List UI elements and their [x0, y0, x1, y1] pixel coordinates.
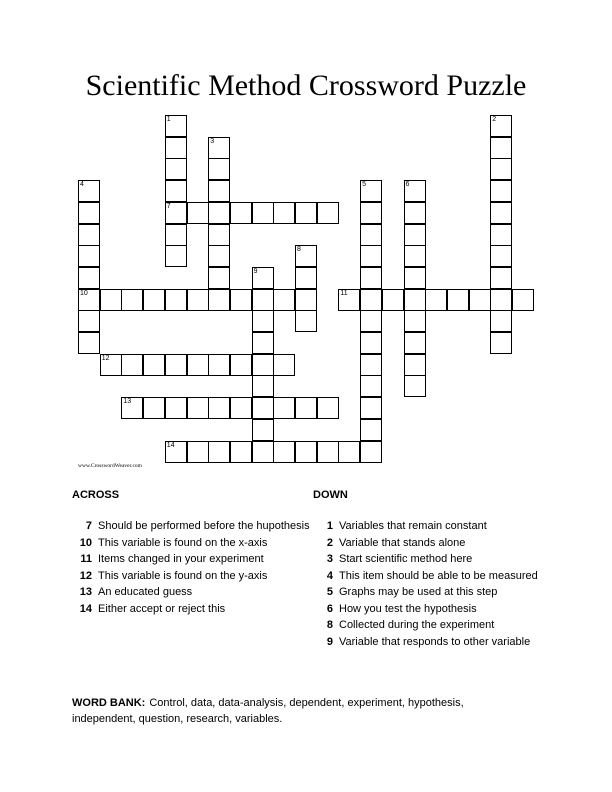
clue-number: 12 [79, 569, 92, 582]
grid-cell [165, 202, 187, 224]
grid-cell [404, 267, 426, 289]
grid-cell [121, 354, 143, 376]
clue-item [72, 602, 317, 618]
grid-cell [360, 397, 382, 419]
grid-cell [252, 310, 274, 332]
grid-cell [273, 202, 295, 224]
grid-cell [490, 158, 512, 180]
grid-cell [252, 375, 274, 397]
grid-cell [187, 354, 209, 376]
grid-cell [78, 289, 100, 311]
grid-cell [360, 441, 382, 463]
clue-item [72, 552, 317, 568]
clue-text: Graphs may be used at this step [339, 586, 498, 598]
clue-item [313, 519, 558, 535]
grid-cell [490, 180, 512, 202]
down-clue-list [313, 519, 558, 650]
grid-cell [230, 289, 252, 311]
grid-number: 9 [253, 267, 258, 275]
grid-cell [404, 310, 426, 332]
grid-cell [252, 202, 274, 224]
grid-cell [295, 289, 317, 311]
grid-number: 4 [80, 181, 84, 189]
grid-cell [78, 180, 100, 202]
grid-number: 13 [123, 398, 132, 406]
grid-cell [165, 224, 187, 246]
clue-item [72, 519, 317, 535]
clue-number: 9 [326, 635, 333, 648]
grid-number: 11 [340, 289, 348, 297]
grid-number: 12 [101, 354, 110, 362]
grid-cell [252, 397, 274, 419]
grid-cell [143, 354, 165, 376]
grid-cell [165, 115, 187, 137]
grid-cell [208, 158, 230, 180]
clue-number: 11 [80, 553, 92, 565]
grid-cell [208, 137, 230, 159]
grid-cell [360, 224, 382, 246]
grid-cell [208, 289, 230, 311]
grid-cell [404, 375, 426, 397]
clue-text: Should be performed before the hupothesis [98, 520, 310, 532]
clue-number: 7 [85, 520, 92, 532]
grid-cell [404, 202, 426, 224]
grid-cell [490, 137, 512, 159]
clue-text: This variable is found on the y-axis [98, 569, 268, 582]
clue-text: This item should be able to be measured [339, 569, 538, 582]
grid-cell [404, 354, 426, 376]
clue-item [313, 635, 558, 651]
grid-cell [490, 310, 512, 332]
grid-cell [273, 354, 295, 376]
grid-cell [404, 224, 426, 246]
clue-item [313, 552, 558, 568]
grid-cell [252, 354, 274, 376]
clue-text: Variables that remain constant [339, 520, 487, 532]
grid-cell [187, 202, 209, 224]
grid-cell [273, 441, 295, 463]
grid-cell [360, 180, 382, 202]
grid-cell [230, 202, 252, 224]
clue-text: Start scientific method here [339, 553, 473, 565]
down-heading: DOWN [313, 489, 348, 501]
grid-number: 3 [210, 137, 215, 145]
grid-cell [490, 224, 512, 246]
grid-cell [165, 158, 187, 180]
grid-cell [404, 245, 426, 267]
grid-cell [425, 289, 447, 311]
grid-cell [512, 289, 534, 311]
clue-number: 1 [326, 520, 333, 532]
clue-number: 2 [326, 536, 333, 549]
grid-cell [295, 310, 317, 332]
grid-cell [165, 289, 187, 311]
grid-cell [490, 267, 512, 289]
grid-cell [165, 397, 187, 419]
grid-cell [490, 332, 512, 354]
clue-text: Collected during the experiment [339, 619, 495, 631]
grid-cell [404, 332, 426, 354]
clue-number: 14 [79, 602, 92, 615]
clue-text: Variable that stands alone [339, 536, 466, 549]
grid-number: 1 [166, 116, 171, 123]
grid-number: 8 [297, 246, 301, 254]
grid-number: 10 [80, 289, 88, 297]
page-title: Scientific Method Crossword Puzzle [85, 69, 527, 102]
clue-item [72, 585, 317, 601]
grid-number: 7 [166, 202, 171, 210]
grid-cell [360, 245, 382, 267]
grid-cell [208, 202, 230, 224]
grid-cell [273, 397, 295, 419]
clue-text: Variable that responds to other variable [339, 635, 531, 648]
across-clues [72, 488, 317, 618]
grid-cell [295, 441, 317, 463]
word-bank [72, 695, 472, 727]
word-bank-text: Control, data, data-analysis, dependent, experiment, hypothesis, independent, question, research, variables. [72, 697, 464, 725]
word-bank-label: WORD BANK: [72, 697, 146, 709]
grid-cell [187, 289, 209, 311]
grid-cell [230, 397, 252, 419]
grid-cell [187, 441, 209, 463]
grid-cell [208, 397, 230, 419]
clue-number: 13 [79, 586, 92, 598]
grid-cell [404, 289, 426, 311]
clue-number: 8 [326, 619, 333, 631]
grid-cell [187, 397, 209, 419]
grid-cell [490, 289, 512, 311]
credit-text: www.CrosswordWeaver.com [78, 463, 142, 469]
grid-cell [208, 224, 230, 246]
grid-cell [317, 397, 339, 419]
clue-number: 5 [326, 586, 333, 598]
grid-cell [165, 137, 187, 159]
grid-cell [121, 289, 143, 311]
grid-cell [360, 419, 382, 441]
grid-cell [252, 419, 274, 441]
across-clue-list [72, 519, 317, 617]
grid-cell [360, 289, 382, 311]
clue-text: An educated guess [98, 586, 193, 598]
grid-cell [295, 397, 317, 419]
clue-item [313, 602, 558, 618]
grid-cell [360, 375, 382, 397]
grid-cell [295, 267, 317, 289]
grid-cell [100, 354, 122, 376]
grid-number: 2 [492, 116, 497, 123]
clue-number: 3 [326, 553, 333, 565]
grid-cell [78, 267, 100, 289]
grid-cell [78, 332, 100, 354]
grid-cell [317, 202, 339, 224]
grid-cell [469, 289, 491, 311]
clue-number: 4 [326, 569, 333, 582]
grid-cell [208, 267, 230, 289]
clue-number: 6 [326, 602, 333, 615]
grid-cell [338, 441, 360, 463]
grid-cell [165, 441, 187, 463]
clue-number: 10 [79, 536, 92, 549]
grid-cell [252, 332, 274, 354]
grid-cell [490, 202, 512, 224]
grid-cell [382, 289, 404, 311]
grid-cell [360, 267, 382, 289]
down-clues [313, 488, 558, 651]
grid-cell [360, 310, 382, 332]
grid-cell [490, 115, 512, 137]
grid-cell [230, 441, 252, 463]
grid-cell [165, 245, 187, 267]
grid-cell [100, 289, 122, 311]
grid-cell [78, 310, 100, 332]
grid-cell [295, 245, 317, 267]
grid-cell [295, 202, 317, 224]
grid-cell [78, 202, 100, 224]
grid-cell [208, 245, 230, 267]
clue-item [72, 536, 317, 552]
grid-cell [252, 289, 274, 311]
grid-cell [165, 354, 187, 376]
clue-item [313, 569, 558, 585]
across-heading: ACROSS [72, 489, 120, 501]
grid-cell [121, 397, 143, 419]
clue-item [313, 585, 558, 601]
grid-cell [208, 354, 230, 376]
grid-cell [78, 245, 100, 267]
clue-text: Either accept or reject this [98, 602, 226, 615]
grid-number: 5 [362, 181, 366, 189]
grid-cell [252, 441, 274, 463]
grid-cell [78, 224, 100, 246]
clue-text: This variable is found on the x-axis [98, 536, 268, 549]
clue-text: How you test the hypothesis [339, 602, 477, 615]
grid-cell [273, 289, 295, 311]
grid-cell [165, 180, 187, 202]
grid-cell [317, 441, 339, 463]
grid-cell [360, 332, 382, 354]
grid-cell [360, 202, 382, 224]
grid-number: 6 [405, 181, 410, 189]
grid-cell [490, 245, 512, 267]
clue-item [313, 536, 558, 552]
grid-cell [447, 289, 469, 311]
grid-number: 14 [166, 441, 175, 449]
clue-item [72, 569, 317, 585]
grid-cell [143, 397, 165, 419]
clue-item [313, 618, 558, 634]
grid-cell [404, 180, 426, 202]
grid-cell [208, 441, 230, 463]
clue-text: Items changed in your experiment [98, 553, 264, 565]
grid-cell [208, 180, 230, 202]
grid-cell [230, 354, 252, 376]
grid-cell [338, 289, 360, 311]
grid-cell [143, 289, 165, 311]
grid-cell [252, 267, 274, 289]
grid-cell [360, 354, 382, 376]
